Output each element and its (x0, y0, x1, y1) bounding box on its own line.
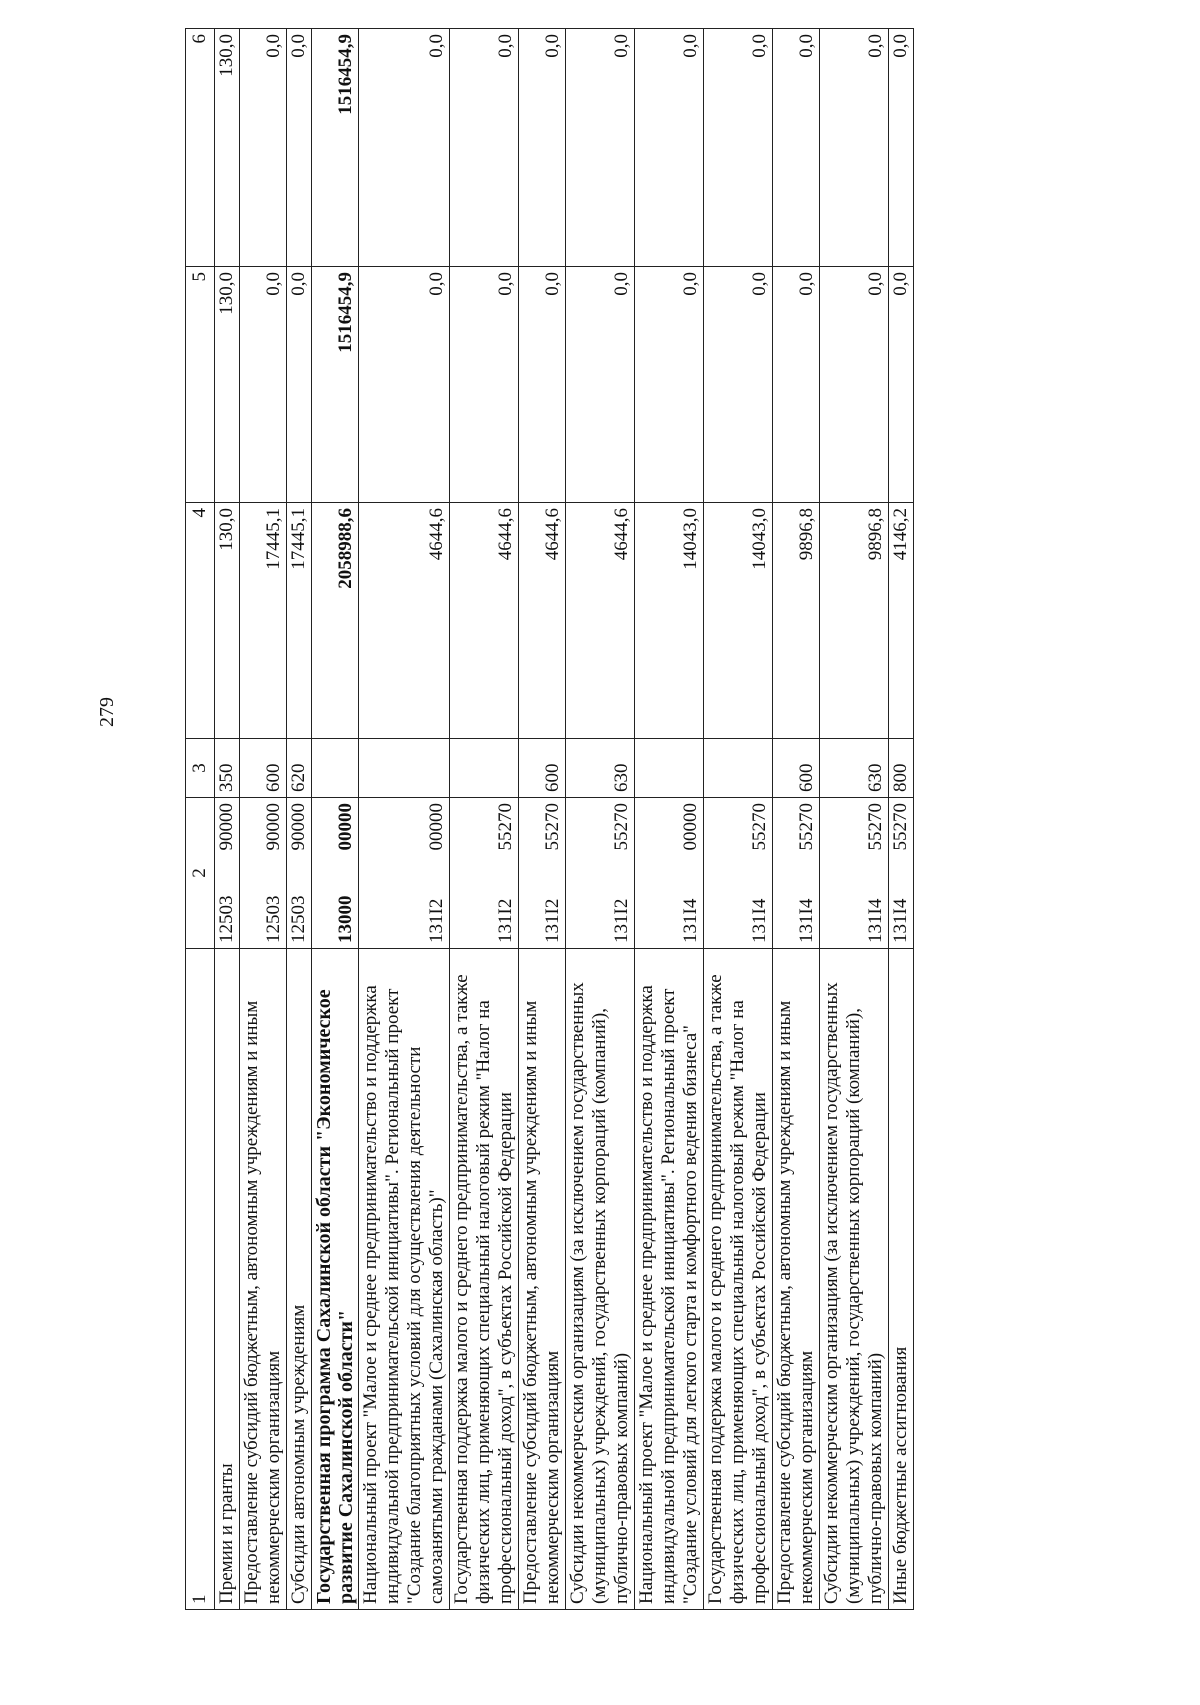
row-amount-col-6: 0,0 (519, 29, 566, 267)
row-code (566, 798, 635, 949)
row-amount-col-6: 0,0 (287, 29, 312, 267)
row-name: Предоставление субсидий бюджетным, автономным учреждениям и иным некоммерческим организациям (519, 949, 566, 1610)
row-code-pair (796, 803, 818, 943)
row-code-pair (495, 803, 517, 943)
budget-table-sheet (185, 34, 1095, 1610)
row-amount-col-6: 0,0 (450, 29, 519, 267)
row-amount-col-6: 0,0 (635, 29, 704, 267)
row-program-code: 131I2 (426, 898, 447, 943)
row-amount-col-6: 1516454,9 (312, 29, 359, 267)
header-col-4: 4 (186, 503, 215, 739)
row-code (889, 798, 914, 949)
row-amount-col-4: 4644,6 (566, 503, 635, 739)
row-direction-code: 90000 (288, 803, 309, 851)
row-program-code: 131I4 (749, 898, 770, 943)
row-name: Государственная поддержка малого и среднего предпринимательства, а также физических лиц, применяющих специальный налоговый режим "Налог на профессиональный доход", в субъектах Российской Федерации (450, 949, 519, 1610)
row-code-pair (216, 803, 238, 943)
row-expense-type: 630 (566, 739, 635, 798)
row-name: Премии и гранты (215, 949, 240, 1610)
header-col-1: 1 (186, 949, 215, 1610)
row-name: Предоставление субсидий бюджетным, автономным учреждениям и иным некоммерческим организациям (773, 949, 820, 1610)
page-number: 279 (96, 697, 118, 727)
row-code (240, 798, 287, 949)
row-name: Предоставление субсидий бюджетным, автономным учреждениям и иным некоммерческим организациям (240, 949, 287, 1610)
row-amount-col-5: 0,0 (287, 267, 312, 503)
row-direction-code: 00000 (680, 803, 701, 851)
row-name: Субсидии автономным учреждениям (287, 949, 312, 1610)
row-code (635, 798, 704, 949)
row-amount-col-5: 0,0 (635, 267, 704, 503)
row-amount-col-4: 4644,6 (519, 503, 566, 739)
row-amount-col-5: 0,0 (773, 267, 820, 503)
row-code-pair (263, 803, 285, 943)
row-direction-code: 90000 (263, 803, 284, 851)
table-row (287, 29, 312, 1610)
table-row (215, 29, 240, 1610)
table-row (566, 29, 635, 1610)
row-program-code: 131I2 (495, 898, 516, 943)
row-code-pair (542, 803, 564, 943)
header-col-3: 3 (186, 739, 215, 798)
row-expense-type (704, 739, 773, 798)
row-direction-code: 55270 (796, 803, 817, 851)
row-amount-col-6: 0,0 (773, 29, 820, 267)
header-row (186, 29, 215, 1610)
row-expense-type (635, 739, 704, 798)
row-name: Субсидии некоммерческим организациям (за исключением государственных (муниципальных) учреждений, государственных корпораций (компаний), публично-правовых компаний) (820, 949, 889, 1610)
row-amount-col-4: 17445,1 (240, 503, 287, 739)
row-amount-col-5: 1516454,9 (312, 267, 359, 503)
row-expense-type: 350 (215, 739, 240, 798)
row-direction-code: 55270 (611, 803, 632, 851)
header-col-2: 2 (186, 798, 215, 949)
row-program-code: 131I4 (680, 898, 701, 943)
row-direction-code: 55270 (495, 803, 516, 851)
header-col-6: 6 (186, 29, 215, 267)
row-name: Национальный проект "Малое и среднее предпринимательство и поддержка индивидуальной предпринимательской инициативы". Региональный проект "Создание благоприятных условий для осуществления деятельности самозанятыми гражданами (Сахалинская область)" (359, 949, 450, 1610)
row-amount-col-5: 0,0 (240, 267, 287, 503)
row-expense-type (450, 739, 519, 798)
row-amount-col-6: 0,0 (359, 29, 450, 267)
row-amount-col-6: 0,0 (566, 29, 635, 267)
row-expense-type (359, 739, 450, 798)
row-code-pair (680, 803, 702, 943)
row-amount-col-6: 130,0 (215, 29, 240, 267)
row-amount-col-6: 0,0 (820, 29, 889, 267)
row-direction-code: 90000 (216, 803, 237, 851)
row-amount-col-5: 0,0 (566, 267, 635, 503)
row-direction-code: 55270 (749, 803, 770, 851)
table-row (773, 29, 820, 1610)
row-amount-col-4: 130,0 (215, 503, 240, 739)
row-program-code: 131I4 (796, 898, 817, 943)
row-amount-col-6: 0,0 (240, 29, 287, 267)
row-program-code: 131I4 (890, 898, 911, 943)
row-code-pair (865, 803, 887, 943)
row-amount-col-5: 0,0 (889, 267, 914, 503)
row-expense-type: 800 (889, 739, 914, 798)
row-direction-code: 55270 (865, 803, 886, 851)
row-code (215, 798, 240, 949)
table-body (215, 29, 914, 1610)
row-amount-col-5: 0,0 (450, 267, 519, 503)
row-amount-col-4: 14043,0 (704, 503, 773, 739)
row-direction-code: 00000 (426, 803, 447, 851)
row-code (359, 798, 450, 949)
row-direction-code: 55270 (542, 803, 563, 851)
row-code-pair (749, 803, 771, 943)
row-code (773, 798, 820, 949)
row-amount-col-4: 4644,6 (450, 503, 519, 739)
row-amount-col-4: 2058988,6 (312, 503, 359, 739)
row-expense-type: 620 (287, 739, 312, 798)
row-direction-code: 00000 (335, 803, 356, 851)
row-amount-col-5: 0,0 (359, 267, 450, 503)
row-amount-col-6: 0,0 (704, 29, 773, 267)
row-code (450, 798, 519, 949)
row-amount-col-4: 4644,6 (359, 503, 450, 739)
row-name: Государственная поддержка малого и среднего предпринимательства, а также физических лиц, применяющих специальный налоговый режим "Налог на профессиональный доход", в субъектах Российской Федерации (704, 949, 773, 1610)
row-program-code: 12503 (288, 895, 309, 943)
table-row (519, 29, 566, 1610)
row-code-pair (335, 803, 357, 943)
row-name: Национальный проект "Малое и среднее предпринимательство и поддержка индивидуальной предпринимательской инициативы". Региональный проект "Создание условий для легкого старта и комфортного ведения бизнеса" (635, 949, 704, 1610)
row-program-code: 12503 (216, 895, 237, 943)
table-row (635, 29, 704, 1610)
row-code (312, 798, 359, 949)
row-expense-type: 630 (820, 739, 889, 798)
table-row (820, 29, 889, 1610)
row-amount-col-4: 9896,8 (820, 503, 889, 739)
table-row (450, 29, 519, 1610)
row-code-pair (426, 803, 448, 943)
table-row (359, 29, 450, 1610)
row-amount-col-5: 0,0 (519, 267, 566, 503)
row-program-code: 12503 (263, 895, 284, 943)
row-amount-col-4: 4146,2 (889, 503, 914, 739)
row-code (519, 798, 566, 949)
row-program-code: 13000 (335, 895, 356, 943)
row-amount-col-5: 0,0 (704, 267, 773, 503)
row-amount-col-4: 17445,1 (287, 503, 312, 739)
row-code (820, 798, 889, 949)
row-program-code: 131I2 (542, 898, 563, 943)
row-code (704, 798, 773, 949)
row-expense-type: 600 (519, 739, 566, 798)
budget-table (185, 28, 914, 1610)
row-amount-col-4: 14043,0 (635, 503, 704, 739)
row-name: Иные бюджетные ассигнования (889, 949, 914, 1610)
table-row (889, 29, 914, 1610)
row-amount-col-5: 130,0 (215, 267, 240, 503)
row-expense-type: 600 (773, 739, 820, 798)
table-row (240, 29, 287, 1610)
header-col-5: 5 (186, 267, 215, 503)
row-expense-type (312, 739, 359, 798)
row-amount-col-6: 0,0 (889, 29, 914, 267)
row-program-code: 131I4 (865, 898, 886, 943)
row-name: Государственная программа Сахалинской области "Экономическое развитие Сахалинской области" (312, 949, 359, 1610)
row-name: Субсидии некоммерческим организациям (за исключением государственных (муниципальных) учреждений, государственных корпораций (компаний), публично-правовых компаний) (566, 949, 635, 1610)
row-code-pair (611, 803, 633, 943)
row-program-code: 131I2 (611, 898, 632, 943)
table-row (704, 29, 773, 1610)
row-code-pair (890, 803, 912, 943)
row-amount-col-4: 9896,8 (773, 503, 820, 739)
row-code (287, 798, 312, 949)
row-code-pair (288, 803, 310, 943)
table-row (312, 29, 359, 1610)
row-amount-col-5: 0,0 (820, 267, 889, 503)
row-expense-type: 600 (240, 739, 287, 798)
row-direction-code: 55270 (890, 803, 911, 851)
